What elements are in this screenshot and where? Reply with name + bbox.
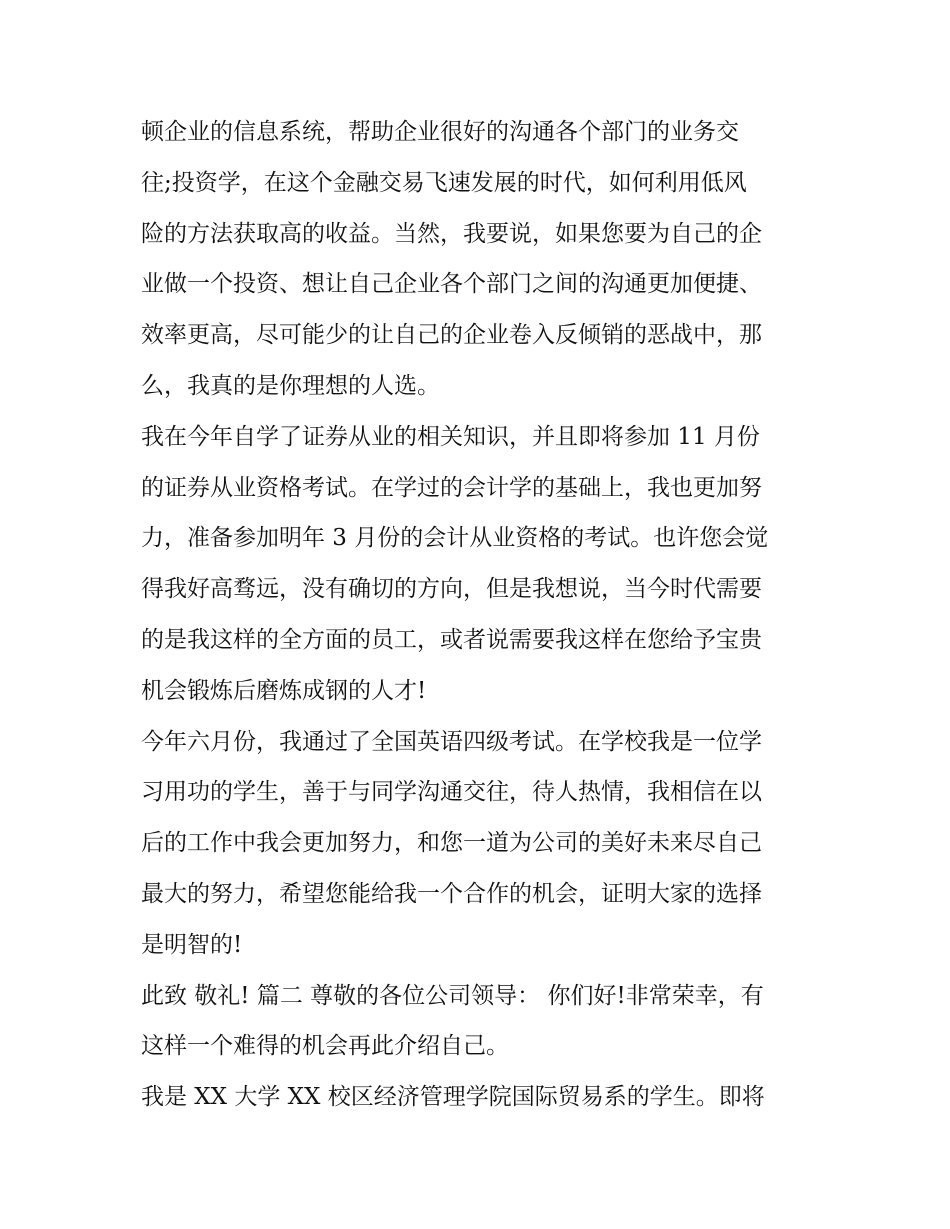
text-line-16: 最大的努力，希望您能给我一个合作的机会，证明大家的选择: [141, 880, 762, 907]
text-line-14: 习用功的学生，善于与同学沟通交往，待人热情，我相信在以: [141, 779, 762, 806]
text-line-17: 是明智的!: [141, 931, 243, 958]
text-line-3: 险的方法获取高的收益。当然，我要说，如果您要为自己的企: [141, 220, 762, 247]
text-line-18: 此致 敬礼! 篇二 尊敬的各位公司领导： 你们好!非常荣幸，有: [141, 982, 764, 1009]
text-line-15: 后的工作中我会更加努力，和您一道为公司的美好未来尽自己: [141, 830, 762, 857]
text-line-8: 的证券从业资格考试。在学过的会计学的基础上，我也更加努: [141, 474, 762, 501]
text-line-9: 力，准备参加明年 3 月份的会计从业资格的考试。也许您会觉: [141, 525, 769, 552]
text-line-4: 业做一个投资、想让自己企业各个部门之间的沟通更加便捷、: [141, 271, 762, 298]
text-line-1: 顿企业的信息系统，帮助企业很好的沟通各个部门的业务交: [141, 119, 739, 145]
document-body: [141, 107, 821, 1123]
text-line-10: 得我好高骛远，没有确切的方向，但是我想说，当今时代需要: [141, 576, 762, 603]
text-line-2: 往;投资学，在这个金融交易飞速发展的时代，如何利用低风: [141, 169, 747, 196]
text-line-5: 效率更高，尽可能少的让自己的企业卷入反倾销的恶战中，那: [141, 322, 762, 349]
text-line-20: 我是 XX 大学 XX 校区经济管理学院国际贸易系的学生。即将: [141, 1084, 765, 1111]
text-line-11: 的是我这样的全方面的员工，或者说需要我这样在您给予宝贵: [141, 626, 762, 653]
text-line-19: 这样一个难得的机会再此介绍自己。: [141, 1033, 509, 1060]
text-line-7: 我在今年自学了证券从业的相关知识，并且即将参加 11 月份: [141, 423, 760, 450]
text-line-6: 么，我真的是你理想的人选。: [141, 372, 440, 399]
text-line-13: 今年六月份，我通过了全国英语四级考试。在学校我是一位学: [141, 728, 762, 755]
text-line-12: 机会锻炼后磨炼成钢的人才!: [141, 677, 427, 704]
